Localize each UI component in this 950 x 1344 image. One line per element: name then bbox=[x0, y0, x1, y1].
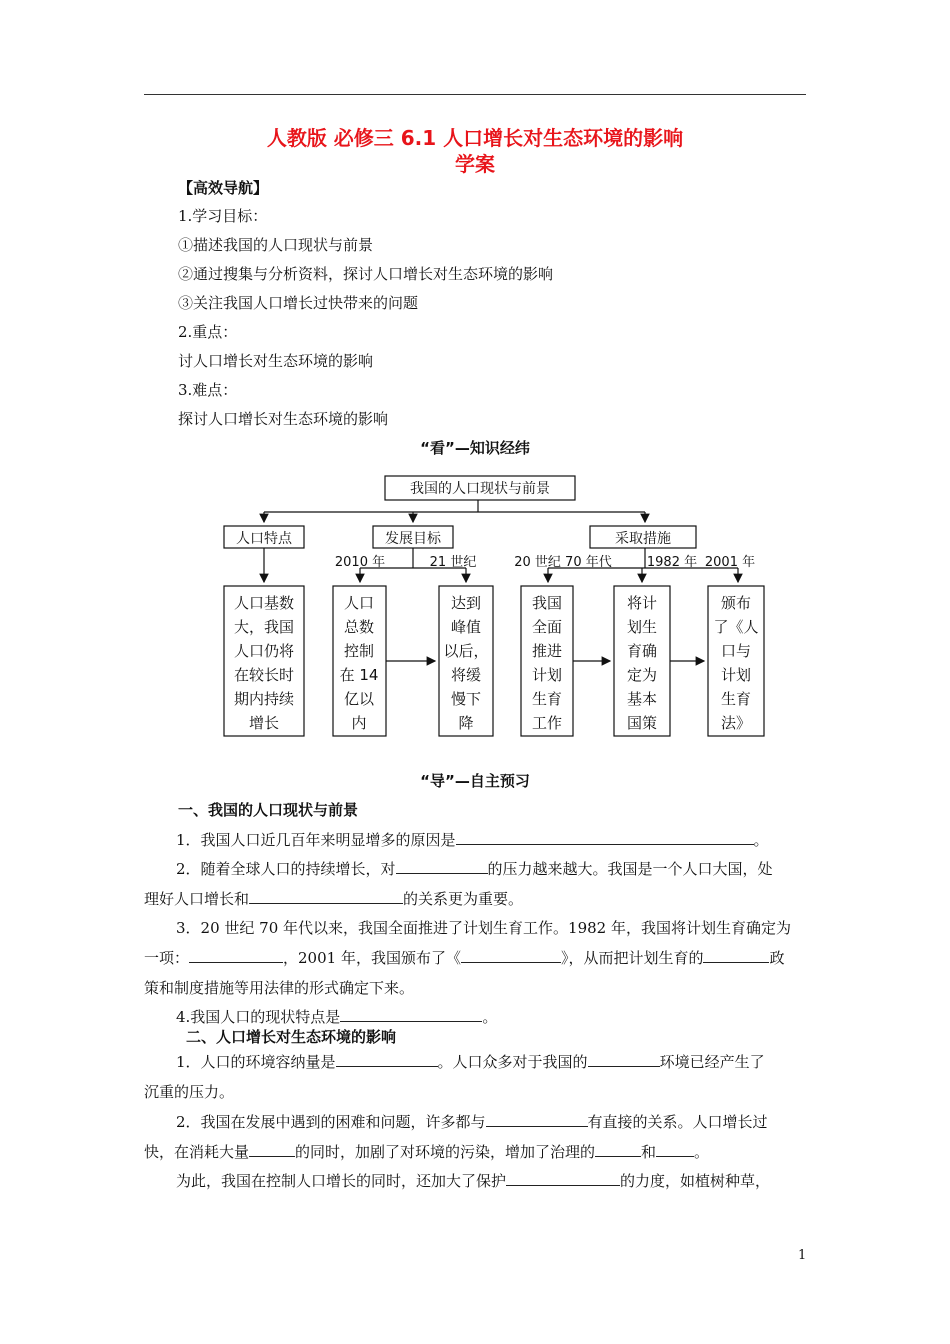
document-subtitle: 学案 bbox=[455, 152, 495, 176]
diagram-box-line: 内 bbox=[351, 714, 367, 732]
diagram-box-line: 推进 bbox=[531, 642, 563, 660]
diagram-box-line: 基本 bbox=[626, 690, 658, 708]
document-title: 人教版 必修三 6.1 人口增长对生态环境的影响 bbox=[266, 126, 684, 150]
diagram-box-line: 法》 bbox=[720, 714, 752, 732]
answer-blank[interactable] bbox=[336, 1050, 438, 1067]
answer-blank[interactable] bbox=[506, 1169, 620, 1186]
diagram-box-line: 降 bbox=[458, 714, 474, 732]
answer-blank[interactable] bbox=[340, 1005, 482, 1022]
diagram-box-line: 育确 bbox=[626, 642, 658, 660]
section-look-heading: “看”—知识经纬 bbox=[420, 439, 530, 457]
part1-heading: 一、我国的人口现状与前景 bbox=[178, 801, 359, 819]
diagram-box-line: 人口 bbox=[343, 594, 375, 612]
difficulty-text: 探讨人口增长对生态环境的影响 bbox=[178, 410, 389, 428]
time-label-2010: 2010 年 bbox=[334, 555, 386, 570]
diagram-box-line: 期内持续 bbox=[233, 690, 295, 708]
time-label-2001: 2001 年 bbox=[704, 555, 756, 570]
answer-blank[interactable] bbox=[396, 857, 488, 874]
diagram-box-line: 颁布 bbox=[720, 594, 752, 612]
diagram-box-line: 慢下 bbox=[450, 690, 482, 708]
diagram-box-line: 在较长时 bbox=[233, 666, 295, 684]
diagram-box-line: 增长 bbox=[248, 714, 280, 732]
diagram-box-line: 达到 bbox=[450, 594, 482, 612]
section-guide-heading: “导”—自主预习 bbox=[420, 772, 530, 790]
answer-blank[interactable] bbox=[249, 1140, 295, 1157]
question-6: 2．我国在发展中遇到的困难和问题，许多都与 有直接的关系。人口增长过 快，在消耗大量 的同时，加剧了对环境的污染，增加了治理的 和 。 bbox=[144, 1107, 806, 1167]
answer-blank[interactable] bbox=[656, 1140, 694, 1157]
goal-item: ③关注我国人口增长过快带来的问题 bbox=[178, 294, 419, 312]
diagram-box-line: 亿以 bbox=[343, 690, 375, 708]
diagram-box-line: 峰值 bbox=[450, 618, 482, 636]
diagram-box-line: 了《人 bbox=[713, 618, 759, 636]
diagram-box-line: 口与 bbox=[720, 642, 752, 660]
nav-heading: 【高效导航】 bbox=[178, 179, 269, 197]
answer-blank[interactable] bbox=[588, 1050, 660, 1067]
part2-heading: 二、人口增长对生态环境的影响 bbox=[186, 1028, 397, 1046]
diagram-box-line: 控制 bbox=[343, 642, 375, 660]
time-label-1982: 1982 年 bbox=[646, 555, 698, 570]
answer-blank[interactable] bbox=[461, 946, 561, 963]
diagram-box-line: 我国 bbox=[531, 594, 563, 612]
goals-heading: 1.学习目标： bbox=[178, 207, 268, 225]
question-7: 为此，我国在控制人口增长的同时，还加大了保护 的力度，如植树种草， bbox=[144, 1166, 806, 1196]
answer-blank[interactable] bbox=[456, 828, 754, 845]
diagram-box-line: 工作 bbox=[531, 714, 563, 732]
goal-item: ②通过搜集与分析资料，探讨人口增长对生态环境的影响 bbox=[178, 265, 554, 283]
diagram-box-line: 定为 bbox=[626, 666, 658, 684]
goal-item: ①描述我国的人口现状与前景 bbox=[178, 236, 374, 254]
diagram-box-line: 将计 bbox=[626, 594, 658, 612]
diagram-box-line: 将缓 bbox=[450, 666, 482, 684]
diagram-box-line: 生育 bbox=[720, 690, 752, 708]
key-text: 讨人口增长对生态环境的影响 bbox=[178, 352, 374, 370]
difficulty-heading: 3.难点： bbox=[178, 381, 238, 399]
branch-label-1: 人口特点 bbox=[236, 531, 292, 547]
time-label-70s: 20 世纪 70 年代 bbox=[514, 555, 612, 570]
branch-label-2: 发展目标 bbox=[385, 531, 441, 547]
diagram-box-line: 人口仍将 bbox=[233, 642, 295, 660]
branch-label-3: 采取措施 bbox=[615, 531, 671, 547]
question-4: 4.我国人口的现状特点是 。 bbox=[144, 1002, 806, 1032]
diagram-box-line: 生育 bbox=[531, 690, 563, 708]
answer-blank[interactable] bbox=[189, 946, 283, 963]
question-5: 1．人口的环境容纳量是 。人口众多对于我国的 环境已经产生了 沉重的压力。 bbox=[144, 1047, 806, 1107]
diagram-box-line: 大，我国 bbox=[233, 618, 295, 636]
key-heading: 2.重点： bbox=[178, 323, 238, 341]
diagram-box-line: 计划 bbox=[531, 666, 563, 684]
diagram-box-line: 在 14 bbox=[339, 666, 379, 684]
diagram-box-line: 全面 bbox=[531, 618, 563, 636]
time-label-21c: 21 世纪 bbox=[429, 555, 477, 570]
answer-blank[interactable] bbox=[249, 887, 403, 904]
question-3: 3．20 世纪 70 年代以来，我国全面推进了计划生育工作。1982 年，我国将计划生育确定为 一项： ，2001 年，我国颁布了《 》，从而把计划生育的 政 策和制度措施等用法律的形式确定下来。 bbox=[144, 919, 791, 997]
question-1: 1．我国人口近几百年来明显增多的原因是 。 bbox=[144, 825, 806, 855]
question-2: 2．随着全球人口的持续增长，对 的压力越来越大。我国是一个人口大国，处 理好人口增长和 的关系更为重要。 bbox=[144, 854, 806, 914]
diagram-box-line: 总数 bbox=[343, 618, 375, 636]
page-number: 1 bbox=[798, 1248, 807, 1263]
diagram-box-line: 以后， bbox=[443, 642, 489, 660]
answer-blank[interactable] bbox=[595, 1140, 641, 1157]
diagram-box-line: 人口基数 bbox=[233, 594, 295, 612]
diagram-box-line: 国策 bbox=[626, 714, 658, 732]
diagram-box-line: 划生 bbox=[626, 618, 658, 636]
answer-blank[interactable] bbox=[703, 946, 769, 963]
diagram-box-line: 计划 bbox=[720, 666, 752, 684]
diagram-root-text: 我国的人口现状与前景 bbox=[410, 481, 550, 497]
answer-blank[interactable] bbox=[486, 1110, 588, 1127]
